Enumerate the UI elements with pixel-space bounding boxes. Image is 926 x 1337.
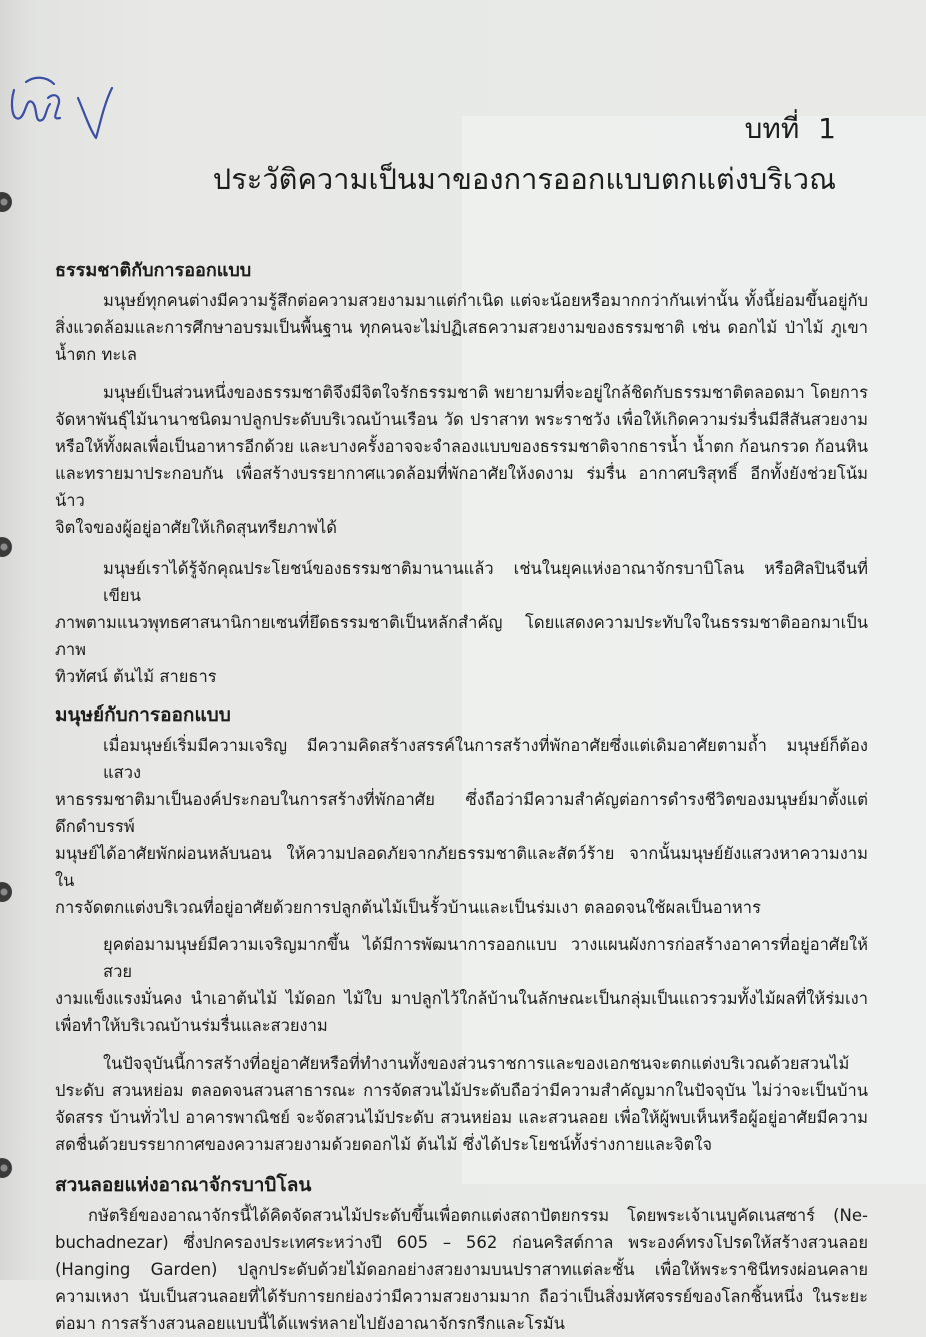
binder-hole <box>0 1158 12 1178</box>
text-line: สดชื่นด้วยบรรยากาศของความสวยงามด้วยดอกไม้ ต้นไม้ ซึ่งได้ประโยชน์ทั้งร่างกายและจิตใจ <box>55 1135 712 1154</box>
text-line: การจัดตกแต่งบริเวณที่อยู่อาศัยด้วยการปลูกต้นไม้เป็นรั้วบ้านและเป็นร่มเงา ตลอดจนใช้ผลเป็นอาหาร <box>55 898 761 917</box>
paragraph <box>55 1202 868 1337</box>
binder-hole <box>0 537 12 557</box>
paragraph <box>55 1050 868 1158</box>
chapter-title: ประวัติความเป็นมาของการออกแบบตกแต่งบริเวณ <box>212 162 836 196</box>
text-line: หาธรรมชาติมาเป็นองค์ประกอบในการสร้างที่พักอาศัย ซึ่งถือว่ามีความสำคัญต่อการดำรงชีวิตของมนุษย์มาตั้งแต่ดึกดำบรรพ์ <box>55 790 868 836</box>
section-heading: สวนลอยแห่งอาณาจักรบาบิโลน <box>55 1174 312 1196</box>
binder-hole <box>0 192 12 212</box>
text-line: ในปัจจุบันนี้การสร้างที่อยู่อาศัยหรือที่ทำงานทั้งของส่วนราชการและของเอกชนจะตกแต่งบริเวณด้วยสวนไม้ <box>103 1054 850 1073</box>
text-line: กษัตริย์ของอาณาจักรนี้ได้คิดจัดสวนไม้ประดับขึ้นเพื่อตกแต่งสถาปัตยกรรม โดยพระเจ้าเนบูคัดเนสซาร์ (Ne- <box>88 1206 868 1225</box>
paragraph <box>55 732 868 921</box>
binder-hole <box>0 882 12 902</box>
text-line: เพื่อทำให้บริเวณบ้านร่มรื่นและสวยงาม <box>55 1016 328 1035</box>
text-line: buchadnezar) ซึ่งปกครองประเทศระหว่างปี 605 – 562 ก่อนคริสต์กาล พระองค์ทรงโปรดให้สร้างสวนลอย <box>55 1233 868 1252</box>
text-line: มนุษย์เป็นส่วนหนึ่งของธรรมชาติจึงมีจิตใจรักธรรมชาติ พยายามที่จะอยู่ใกล้ชิดกับธรรมชาติตลอดมา โดยการ <box>103 383 868 402</box>
text-line: หรือให้ทั้งผลเพื่อเป็นอาหารอีกด้วย และบางครั้งอาจจะจำลองแบบของธรรมชาติจากธารน้ำ น้ำตก ก้อนกรวด ก้อนหิน <box>55 437 868 456</box>
text-line: มนุษย์ทุกคนต่างมีความรู้สึกต่อความสวยงามมาแต่กำเนิด แต่จะน้อยหรือมากกว่ากันเท่านั้น ทั้งนี้ย่อมขึ้นอยู่กับ <box>103 291 868 310</box>
text-line: จัดหาพันธุ์ไม้นานาชนิดมาปลูกประดับบริเวณบ้านเรือน วัด ปราสาท พระราชวัง เพื่อให้เกิดความร่มรื่นมีสีสันสวยงาม <box>55 410 868 429</box>
document-body <box>55 257 868 1337</box>
paragraph <box>55 379 868 541</box>
text-line: ต่อมา การสร้างสวนลอยแบบนี้ได้แพร่หลายไปยังอาณาจักรกรีกและโรมัน <box>55 1314 565 1333</box>
text-line: มนุษย์เราได้รู้จักคุณประโยชน์ของธรรมชาติมานานแล้ว เช่นในยุคแห่งอาณาจักรบาบิโลน หรือศิลปินจีนที่เขียน <box>103 559 868 605</box>
paragraph <box>55 555 868 690</box>
text-line: (Hanging Garden) ปลูกประดับด้วยไม้ดอกอย่างสวยงามบนปราสาทแต่ละชั้น เพื่อให้พระราชินีทรงผ่อนคลาย <box>55 1260 868 1279</box>
text-line: จัดสรร บ้านทั่วไป อาคารพาณิชย์ จะจัดสวนไม้ประดับ สวนหย่อม และสวนลอย เพื่อให้ผู้พบเห็นหรือผู้อยู่อาศัยมีความ <box>55 1108 868 1127</box>
text-line: ประดับ สวนหย่อม ตลอดจนสวนสาธารณะ การจัดสวนไม้ประดับถือว่ามีความสำคัญมากในปัจจุบัน ไม่ว่าจะเป็นบ้าน <box>55 1081 868 1100</box>
paragraph <box>55 287 868 368</box>
section-heading: มนุษย์กับการออกแบบ <box>55 704 231 726</box>
paragraph <box>55 931 868 1039</box>
text-line: น้ำตก ทะเล <box>55 345 137 364</box>
handwritten-signature <box>0 68 120 152</box>
text-line: จิตใจของผู้อยู่อาศัยให้เกิดสุนทรียภาพได้ <box>55 518 337 537</box>
text-line: ภาพตามแนวพุทธศาสนานิกายเซนที่ยึดธรรมชาติเป็นหลักสำคัญ โดยแสดงความประทับใจในธรรมชาติออกมาเป็นภาพ <box>55 613 868 659</box>
text-line: เมื่อมนุษย์เริ่มมีความเจริญ มีความคิดสร้างสรรค์ในการสร้างที่พักอาศัยซึ่งแต่เดิมอาศัยตามถ้ำ มนุษย์ก็ต้องแสวง <box>103 736 868 782</box>
text-line: ความเหงา นับเป็นสวนลอยที่ได้รับการยกย่องว่ามีความสวยงามมาก ถือว่าเป็นสิ่งมหัศจรรย์ของโลกชิ้นหนึ่ง ในระยะ <box>55 1287 868 1306</box>
text-line: มนุษย์ได้อาศัยพักผ่อนหลับนอน ให้ความปลอดภัยจากภัยธรรมชาติและสัตว์ร้าย จากนั้นมนุษย์ยังแสวงหาความงามใน <box>55 844 868 890</box>
text-line: ทิวทัศน์ ต้นไม้ สายธาร <box>55 667 217 686</box>
text-line: งามแข็งแรงมั่นคง นำเอาต้นไม้ ไม้ดอก ไม้ใบ มาปลูกไว้ใกล้บ้านในลักษณะเป็นกลุ่มเป็นแถวรวมทั้งไม้ผลที่ให้ร่มเงา <box>55 989 868 1008</box>
text-line: สิ่งแวดล้อมและการศึกษาอบรมเป็นพื้นฐาน ทุกคนจะไม่ปฏิเสธความสวยงามของธรรมชาติ เช่น ดอกไม้ ป่าไม้ ภูเขา <box>55 318 868 337</box>
chapter-number: บทที่ 1 <box>744 112 836 145</box>
text-line: ยุคต่อมามนุษย์มีความเจริญมากขึ้น ได้มีการพัฒนาการออกแบบ วางแผนผังการก่อสร้างอาคารที่อยู่อาศัยให้สวย <box>103 935 868 981</box>
section-heading: ธรรมชาติกับการออกแบบ <box>55 260 252 281</box>
text-line: และทรายมาประกอบกัน เพื่อสร้างบรรยากาศแวดล้อมที่พักอาศัยให้งดงาม ร่มรื่น อากาศบริสุทธิ์ อีกทั้งยังช่วยโน้มน้าว <box>55 464 868 510</box>
